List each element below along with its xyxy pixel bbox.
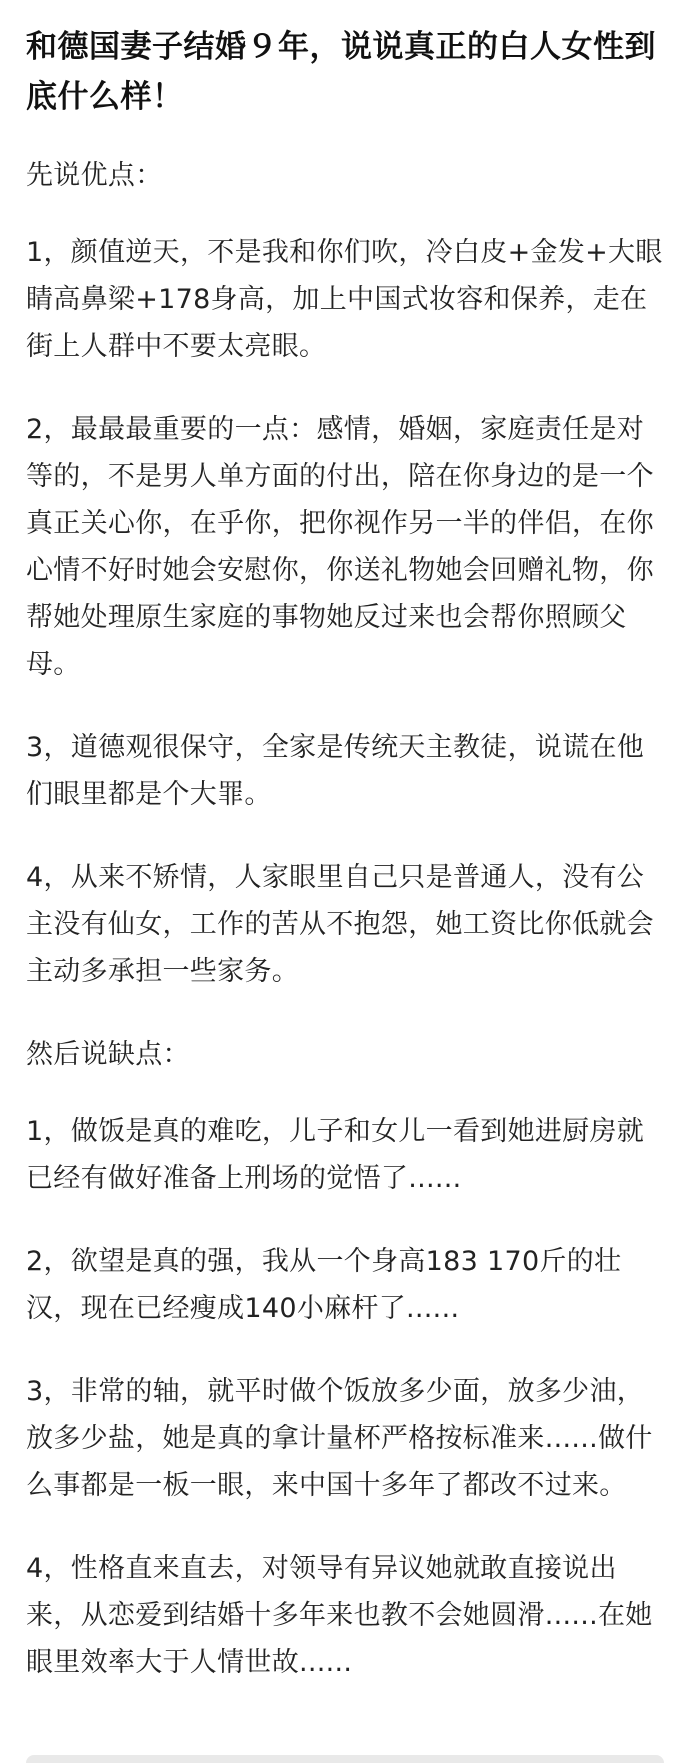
article-title: 和德国妻子结婚９年，说说真正的白人女性到底什么样！ [26,29,656,115]
con-item-2: 2，欲望是真的强，我从一个身高183 170斤的壮汉，现在已经瘦成140小麻杆了...... [26,1246,622,1324]
pros-heading: 先说优点： [26,160,163,191]
pro-item-1: 1，颜值逆天，不是我和你们吹，冷白皮+金发+大眼睛高鼻梁+178身高，加上中国式妆容和保养，走在街上人群中不要太亮眼。 [26,237,663,362]
cons-heading: 然后说缺点： [26,1039,190,1070]
pro-item-4: 4，从来不矫情，人家眼里自己只是普通人，没有公主没有仙女，工作的苦从不抱怨，她工资比你低就会主动多承担一些家务。 [26,862,654,987]
bottom-card-edge [26,1755,664,1763]
con-item-1: 1，做饭是真的难吃，儿子和女儿一看到她进厨房就已经有做好准备上刑场的觉悟了...... [26,1116,645,1194]
con-item-3: 3，非常的轴，就平时做个饭放多少面，放多少油，放多少盐，她是真的拿计量杯严格按标准来......做什么事都是一板一眼，来中国十多年了都改不过来。 [26,1376,653,1501]
con-item-4: 4，性格直来直去，对领导有异议她就敢直接说出来，从恋爱到结婚十多年来也教不会她圆滑......在她眼里效率大于人情世故...... [26,1553,653,1678]
pro-item-3: 3，道德观很保守，全家是传统天主教徒，说谎在他们眼里都是个大罪。 [26,732,645,810]
pro-item-2: 2，最最最重要的一点：感情，婚姻，家庭责任是对等的，不是男人单方面的付出，陪在你身边的是一个真正关心你，在乎你，把你视作另一半的伴侣，在你心情不好时她会安慰你，你送礼物她会回赠礼物，你帮她处理原生家庭的事物她反过来也会帮你照顾父母。 [26,414,654,680]
